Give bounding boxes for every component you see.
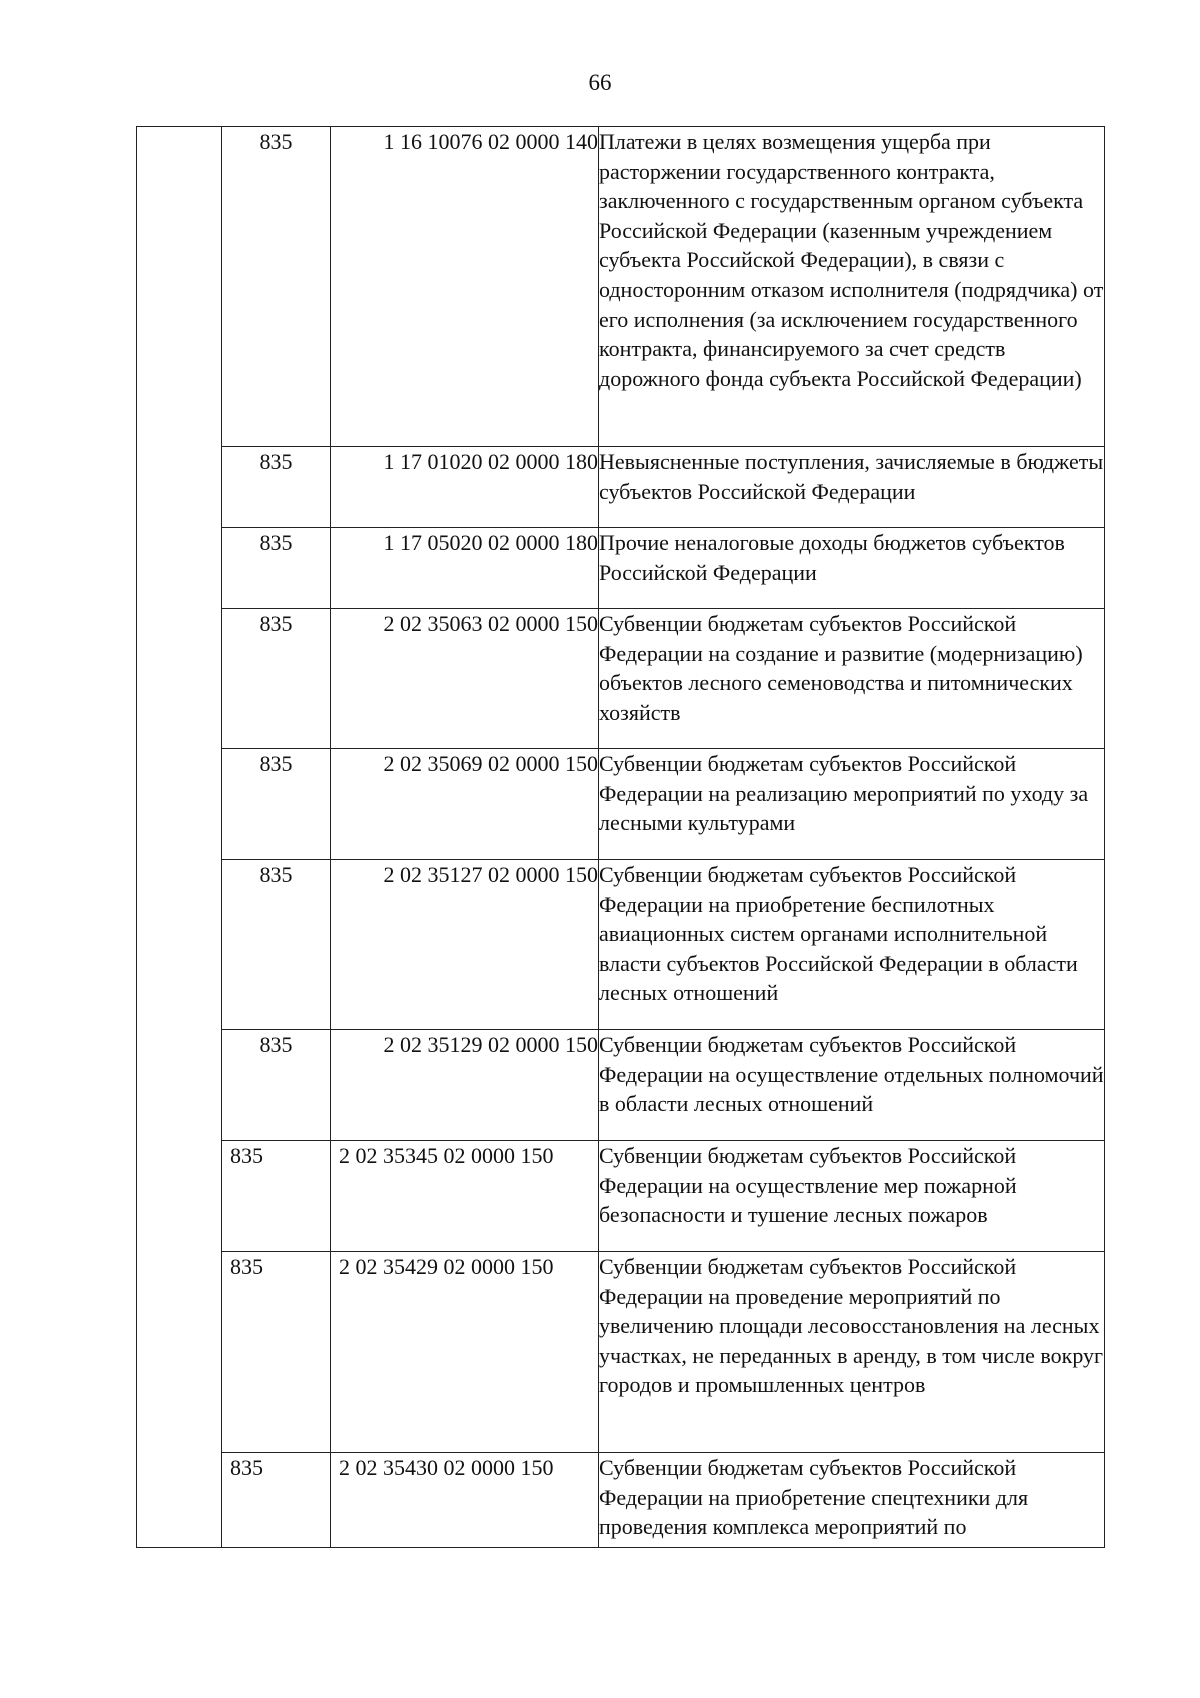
table-row: [137, 749, 1105, 860]
table-row: [137, 1141, 1105, 1252]
admin-code-cell: 835: [222, 447, 331, 528]
income-description-cell: Субвенции бюджетам субъектов Российской Федерации на осуществление мер пожарной безопасности и тушение лесных пожаров: [599, 1141, 1105, 1252]
admin-code-cell: 835: [222, 860, 331, 1030]
admin-code-cell: 835: [222, 749, 331, 860]
budget-classification-code-cell: 1 17 05020 02 0000 180: [331, 528, 599, 609]
budget-classification-code-cell: 1 17 01020 02 0000 180: [331, 447, 599, 528]
budget-classification-code-cell: 2 02 35127 02 0000 150: [331, 860, 599, 1030]
page-number: 66: [588, 70, 612, 95]
budget-classification-code-cell: 2 02 35430 02 0000 150: [331, 1453, 599, 1548]
empty-first-column-cell: [137, 127, 222, 1548]
table-row: [137, 860, 1105, 1030]
table-row: [137, 447, 1105, 528]
budget-classification-code-cell: 2 02 35063 02 0000 150: [331, 609, 599, 749]
income-description-cell: Субвенции бюджетам субъектов Российской Федерации на осуществление отдельных полномочий в области лесных отношений: [599, 1030, 1105, 1141]
admin-code-cell: 835: [222, 1453, 331, 1548]
admin-code-cell: 835: [222, 609, 331, 749]
table-row: [137, 127, 1105, 447]
budget-classification-code-cell: 2 02 35129 02 0000 150: [331, 1030, 599, 1141]
income-description-cell: Невыясненные поступления, зачисляемые в бюджеты субъектов Российской Федерации: [599, 447, 1105, 528]
income-description-cell: Субвенции бюджетам субъектов Российской Федерации на реализацию мероприятий по уходу за лесными культурами: [599, 749, 1105, 860]
table-row: [137, 1252, 1105, 1453]
table-row: [137, 1030, 1105, 1141]
budget-classification-code-cell: 1 16 10076 02 0000 140: [331, 127, 599, 447]
table-row: [137, 528, 1105, 609]
income-description-cell: Субвенции бюджетам субъектов Российской Федерации на проведение мероприятий по увеличению площади лесовосстановления на лесных участках, не переданных в аренду, в том числе вокруг городов и промышленных центров: [599, 1252, 1105, 1453]
income-description-cell: Субвенции бюджетам субъектов Российской Федерации на приобретение беспилотных авиационных систем органами исполнительной власти субъектов Российской Федерации в области лесных отношений: [599, 860, 1105, 1030]
admin-code-cell: 835: [222, 1030, 331, 1141]
budget-codes-table: [136, 126, 1105, 1548]
admin-code-cell: 835: [222, 528, 331, 609]
budget-classification-code-cell: 2 02 35345 02 0000 150: [331, 1141, 599, 1252]
table-row: [137, 609, 1105, 749]
income-description-cell: Платежи в целях возмещения ущерба при расторжении государственного контракта, заключенного с государственным органом субъекта Российской Федерации (казенным учреждением субъекта Российской Федерации), в связи с односторонним отказом исполнителя (подрядчика) от его исполнения (за исключением государственного контракта, финансируемого за счет средств дорожного фонда субъекта Российской Федерации): [599, 127, 1105, 447]
table-row: [137, 1453, 1105, 1548]
budget-classification-code-cell: 2 02 35429 02 0000 150: [331, 1252, 599, 1453]
budget-classification-code-cell: 2 02 35069 02 0000 150: [331, 749, 599, 860]
admin-code-cell: 835: [222, 1141, 331, 1252]
income-description-cell: Прочие неналоговые доходы бюджетов субъектов Российской Федерации: [599, 528, 1105, 609]
income-description-cell: Субвенции бюджетам субъектов Российской Федерации на создание и развитие (модернизацию) объектов лесного семеноводства и питомнических хозяйств: [599, 609, 1105, 749]
income-description-cell: Субвенции бюджетам субъектов Российской Федерации на приобретение спецтехники для проведения комплекса мероприятий по: [599, 1453, 1105, 1548]
admin-code-cell: 835: [222, 1252, 331, 1453]
admin-code-cell: 835: [222, 127, 331, 447]
